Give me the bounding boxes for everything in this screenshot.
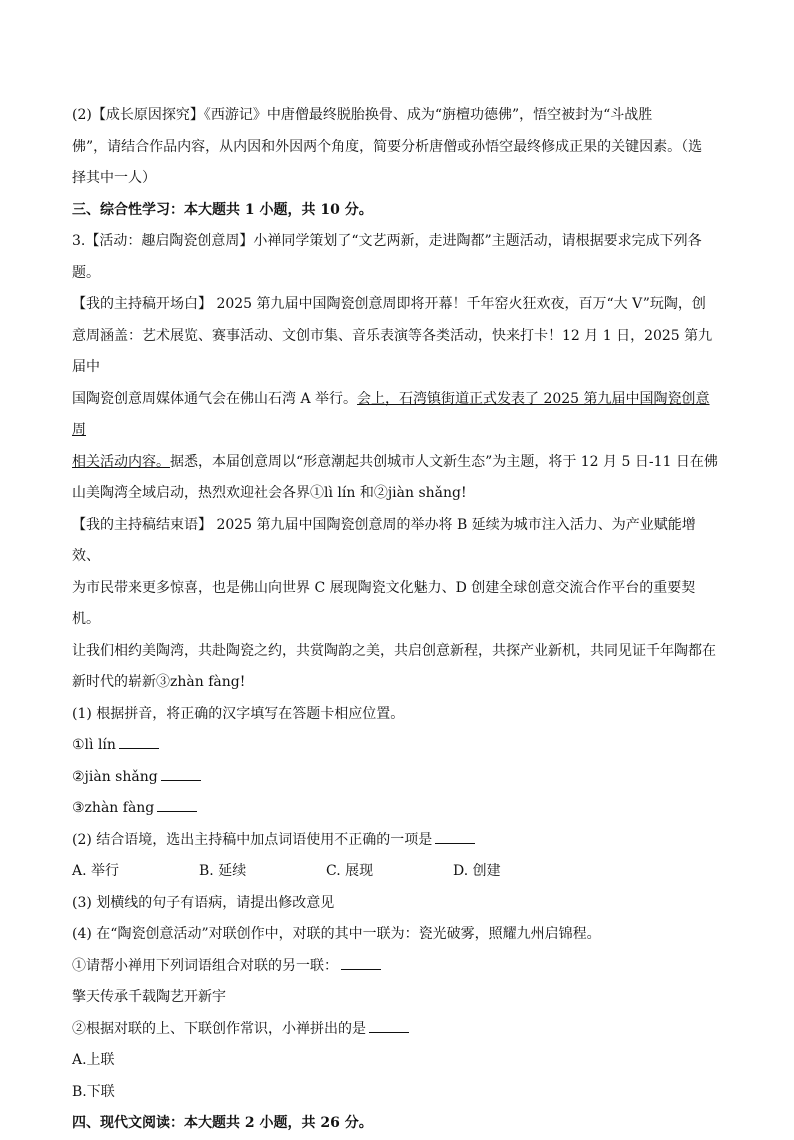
sub4-q2 xyxy=(72,1014,722,1046)
answer-blank[interactable] xyxy=(161,766,201,781)
sub4-option-a[interactable]: A.上联 xyxy=(72,1052,115,1068)
option-b[interactable]: B. 延续 xyxy=(199,863,247,879)
option-d[interactable]: D. 创建 xyxy=(453,863,501,879)
opening-line-3 xyxy=(72,384,722,447)
opening-line-1: 【我的主持稿开场白】 2025 第九届中国陶瓷创意周即将开幕！千年窑火狂欢夜，百万“大 V”玩陶，创 xyxy=(72,296,706,312)
q3-intro-line-2: 题。 xyxy=(72,264,100,281)
sub4-words: 擎天传承千载陶艺开新宇 xyxy=(72,989,226,1005)
opening-line-3-text: 国陶瓷创意周媒体通气会在佛山石湾 A 举行。 xyxy=(72,390,358,407)
opening-line-2: 意周涵盖：艺术展览、赛事活动、文创市集、音乐表演等各类活动，快来打卡！12 月 1 日，2025 第九届中 xyxy=(72,327,713,375)
answer-blank[interactable] xyxy=(341,955,381,970)
sub4-option-b[interactable]: B.下联 xyxy=(72,1083,115,1100)
sub2-prompt-text: (2) 结合语境，选出主持稿中加点词语使用不正确的一项是 xyxy=(72,831,433,848)
sub1-item-1 xyxy=(72,730,722,762)
q2-line-2: 佛”，请结合作品内容，从内因和外因两个角度，简要分析唐僧或孙悟空最终修成正果的关键因素。（选 xyxy=(72,138,703,155)
sub4-q1 xyxy=(72,951,722,983)
opening-line-4 xyxy=(72,447,722,479)
sub1-item-2 xyxy=(72,762,722,794)
closing-line-3: 让我们相约美陶湾，共赴陶瓷之约，共赏陶韵之美，共启创意新程，共探产业新机，共同见证千年陶都在 xyxy=(72,642,716,659)
closing-line-1: 【我的主持稿结束语】 2025 第九届中国陶瓷创意周的举办将 B 延续为城市注入活力、为产业赋能增效、 xyxy=(72,516,696,564)
underlined-sentence-part-2: 相关活动内容。 xyxy=(72,453,170,470)
sub4-q2-text: ②根据对联的上、下联创作常识，小禅拼出的是 xyxy=(72,1020,366,1037)
q2-line-1: (2)【成长原因探究】《西游记》中唐僧最终脱胎换骨、成为“旃檀功德佛”，悟空被封为“斗战胜 xyxy=(72,107,653,123)
sub1-prompt: (1) 根据拼音，将正确的汉字填写在答题卡相应位置。 xyxy=(72,705,405,722)
sub4-prompt: (4) 在“陶瓷创意活动”对联创作中，对联的其中一联为：瓷光破雾，照耀九州启锦程。 xyxy=(72,926,601,942)
option-c[interactable]: C. 展现 xyxy=(326,863,374,879)
closing-line-2: 为市民带来更多惊喜，也是佛山向世界 C 展现陶瓷文化魅力、D 创建全球创意交流合作平台的重要契机。 xyxy=(72,579,696,627)
answer-blank[interactable] xyxy=(369,1018,409,1033)
sub1-item-2-label: ②jiàn shǎng xyxy=(72,768,158,785)
page-content xyxy=(72,100,722,1140)
sub1-item-1-label: ①lì lín xyxy=(72,737,116,753)
sub4-q1-text: ①请帮小禅用下列词语组合对联的另一联： xyxy=(72,957,338,974)
opening-line-4-text: 据悉，本届创意周以“形意潮起共创城市人文新生态”为主题，将于 12 月 5 日-11 日在佛 xyxy=(170,453,718,470)
section-4-heading: 四、现代文阅读：本大题共 2 小题，共 26 分。 xyxy=(72,1115,373,1131)
sub2-options xyxy=(72,856,722,888)
sub1-item-3 xyxy=(72,793,722,825)
q2-line-3: 择其中一人） xyxy=(72,170,156,186)
sub1-item-3-label: ③zhàn fàng xyxy=(72,800,155,816)
underlined-sentence-part-1: 会上，石湾镇街道正式发表了 2025 第九届中国陶瓷创意周 xyxy=(72,390,710,438)
sub2-prompt xyxy=(72,825,722,857)
sub3-prompt: (3) 划横线的句子有语病，请提出修改意见 xyxy=(72,894,335,911)
answer-blank[interactable] xyxy=(435,829,475,844)
closing-line-4: 新时代的崭新③zhàn fàng! xyxy=(72,674,246,690)
answer-blank[interactable] xyxy=(119,734,159,749)
answer-blank[interactable] xyxy=(157,797,197,812)
option-a[interactable]: A. 举行 xyxy=(72,863,120,879)
q3-intro-line-1: 3.【活动：趣启陶瓷创意周】小禅同学策划了“文艺两新，走进陶都”主题活动，请根据要求完成下列各 xyxy=(72,233,702,249)
section-3-heading: 三、综合性学习：本大题共 1 小题，共 10 分。 xyxy=(72,201,373,218)
opening-line-5: 山美陶湾全域启动，热烈欢迎社会各界①lì lín 和②jiàn shǎng! xyxy=(72,485,467,501)
